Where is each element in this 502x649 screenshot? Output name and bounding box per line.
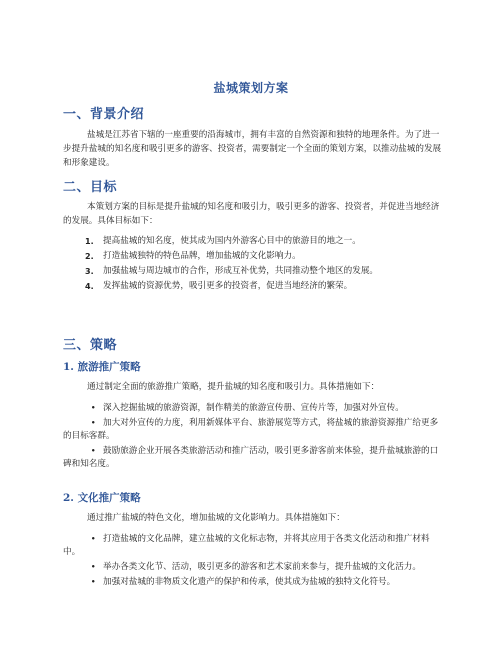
list-item-text: 加强盐城与周边城市的合作，形成互补优势，共同推动整个地区的发展。 (103, 266, 379, 276)
list-item-text: 鼓励旅游企业开展各类旅游活动和推广活动，吸引更多游客前来体验，提升盐城旅游的口碑和知名度。 (63, 446, 439, 469)
subsection-heading-culture: 2. 文化推广策略 (63, 492, 141, 504)
list-item (63, 561, 443, 574)
bullet-icon: • (91, 578, 96, 586)
tourism-list (63, 402, 443, 473)
list-item-text: 加大对外宣传的力度，利用新媒体平台、旅游展览等方式，将盐城的旅游资源推广给更多的目标客群。 (63, 418, 439, 441)
list-item (63, 445, 443, 471)
list-item (63, 417, 443, 443)
list-item-text: 举办各类文化节、活动，吸引更多的游客和艺术家前来参与，提升盐城的文化活力。 (103, 562, 421, 572)
list-item-text: 深入挖掘盐城的旅游资源，制作精美的旅游宣传册、宣传片等，加强对外宣传。 (103, 403, 404, 413)
section-heading-goals: 二、目标 (63, 180, 118, 195)
list-item-text: 加强对盐城的非物质文化遗产的保护和传承，使其成为盐城的独特文化符号。 (103, 577, 396, 587)
subsection-paragraph-culture: 通过推广盐城的特色文化，增加盐城的文化影响力。具体措施如下： (87, 513, 345, 523)
section-paragraph-background: 盐城是江苏省下辖的一座重要的沿海城市，拥有丰富的自然资源和独特的地理条件。为了进一步提升盐城的知名度和吸引更多的游客、投资者，需要制定一个全面的策划方案，以推动盐城的发展和形象建设。 (63, 130, 442, 168)
section-heading-background: 一、背景介绍 (63, 107, 145, 122)
bullet-icon: • (91, 447, 96, 455)
list-item (63, 280, 443, 293)
subsection-paragraph-tourism: 通过制定全面的旅游推广策略，提升盐城的知名度和吸引力。具体措施如下： (87, 382, 380, 392)
list-marker: 4. (85, 282, 94, 291)
section-heading-strategy: 三、策略 (63, 338, 118, 353)
goals-list (63, 235, 443, 295)
list-item (63, 235, 443, 248)
bullet-icon: • (91, 419, 96, 427)
bullet-icon: • (91, 563, 96, 571)
culture-list (63, 533, 443, 591)
list-item-text: 打造盐城的文化品牌，建立盐城的文化标志物，并将其应用于各类文化活动和推广材料中。 (63, 534, 430, 557)
section-paragraph-goals: 本策划方案的目标是提升盐城的知名度和吸引力，吸引更多的游客、投资者，并促进当地经济的发展。具体目标如下： (63, 202, 440, 226)
list-marker: 2. (85, 252, 94, 261)
list-marker: 1. (85, 237, 94, 246)
list-marker: 3. (85, 267, 94, 276)
bullet-icon: • (91, 535, 96, 543)
subsection-heading-tourism: 1. 旅游推广策略 (63, 361, 141, 373)
list-item (63, 250, 443, 263)
list-item-text: 打造盐城独特的特色品牌，增加盐城的文化影响力。 (103, 251, 301, 261)
bullet-icon: • (91, 404, 96, 412)
list-item-text: 发挥盐城的资源优势，吸引更多的投资者，促进当地经济的繁荣。 (103, 281, 353, 291)
list-item (63, 402, 443, 415)
list-item-text: 提高盐城的知名度，使其成为国内外游客心目中的旅游目的地之一。 (103, 236, 361, 246)
list-item (63, 576, 443, 589)
list-item (63, 265, 443, 278)
document-title: 盐城策划方案 (213, 81, 289, 95)
list-item (63, 533, 443, 559)
